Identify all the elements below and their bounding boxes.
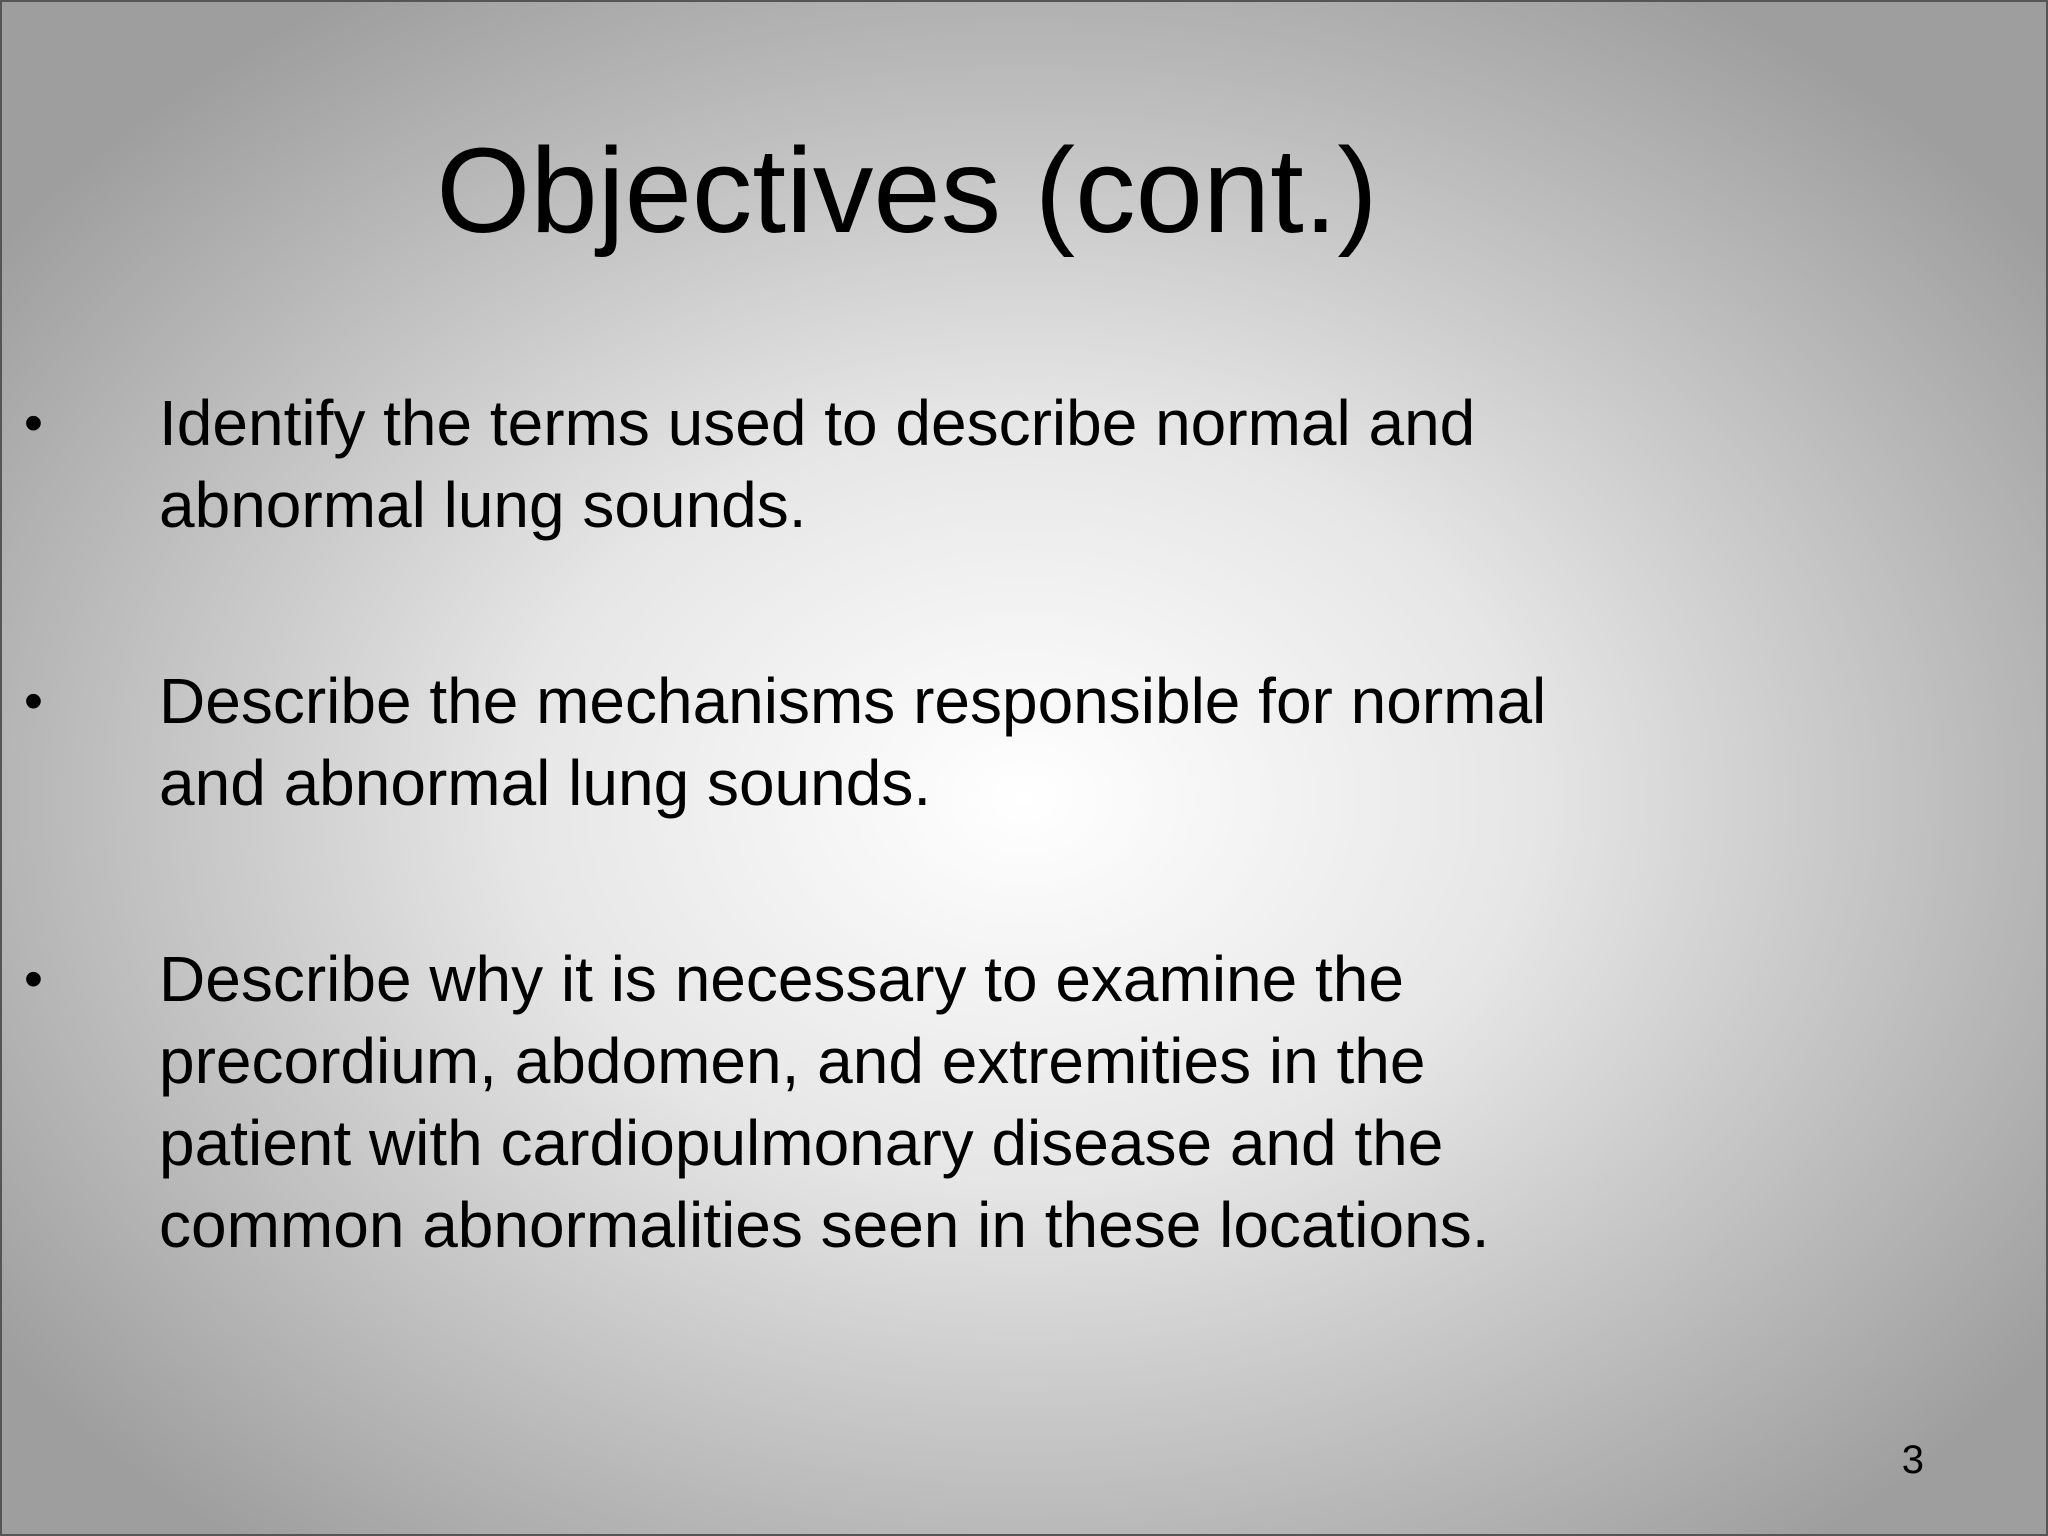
- bullet-dot-icon: •: [24, 671, 43, 731]
- objective-text-line: Describe the mechanisms responsible for normal: [159, 665, 1547, 737]
- bullet-dot-icon: •: [24, 949, 43, 1009]
- objective-text-line: patient with cardiopulmonary disease and the: [159, 1107, 1444, 1179]
- bullet-dot-icon: •: [24, 393, 43, 453]
- page-number: 3: [1901, 1438, 1924, 1482]
- objective-text-line: abnormal lung sounds.: [159, 469, 807, 541]
- objective-text-line: precordium, abdomen, and extremities in the: [159, 1025, 1426, 1097]
- objective-text-line: Describe why it is necessary to examine the: [159, 943, 1404, 1015]
- objectives-list: [2, 382, 1782, 1380]
- objective-text-line: Identify the terms used to describe normal and: [159, 387, 1476, 459]
- objective-text-line: common abnormalities seen in these locations.: [159, 1189, 1490, 1261]
- objective-item: [2, 660, 1782, 824]
- objective-text-line: and abnormal lung sounds.: [159, 747, 932, 819]
- slide-title: Objectives (cont.): [436, 122, 1378, 258]
- objective-item: [2, 938, 1782, 1266]
- objective-item: [2, 382, 1782, 546]
